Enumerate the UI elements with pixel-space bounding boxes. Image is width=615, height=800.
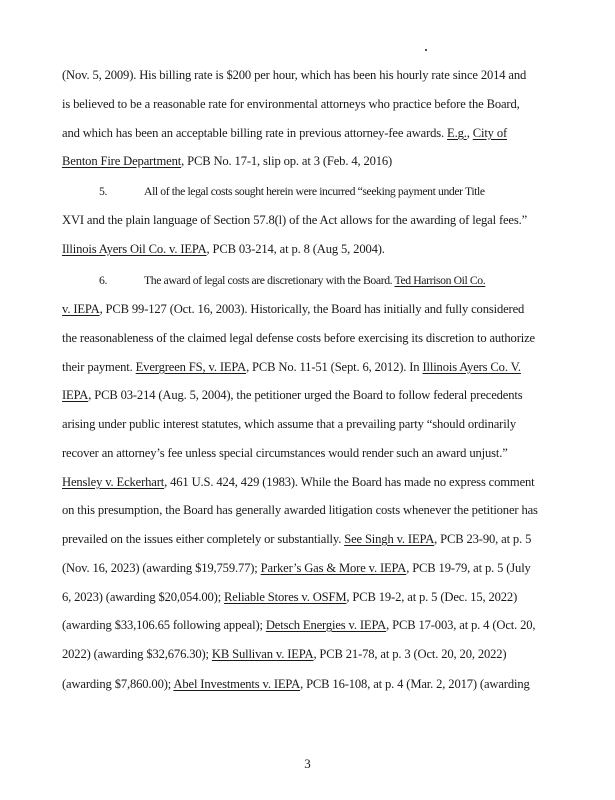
text-run: and which has been an acceptable billing rate in previous attorney-fee awards. (62, 126, 448, 140)
text-line (62, 330, 562, 346)
text-run: XVI and the plain language of Section 57.8(l) of the Act allows for the awarding of legal fees.” (62, 213, 528, 227)
text-line (62, 212, 562, 228)
text-line (62, 301, 562, 317)
case-citation: Reliable Stores v. OSFM (224, 590, 347, 604)
case-citation: Parker’s Gas & More v. IEPA (260, 561, 407, 575)
text-line (62, 153, 562, 169)
text-run: arising under public interest statutes, which assume that a prevailing party “should ordinarily (62, 417, 517, 431)
case-citation: Ted Harrison Oil Co. (394, 274, 486, 287)
text-run: (awarding $7,860.00); (62, 677, 174, 691)
case-citation: Hensley v. Eckerhart (62, 475, 165, 489)
case-citation: Abel Investments v. IEPA (173, 677, 301, 691)
case-citation: See Singh v. IEPA (344, 532, 435, 546)
case-citation: Illinois Ayers Oil Co. v. IEPA (62, 242, 207, 256)
text-line (62, 359, 562, 375)
case-citation: Illinois Ayers Co. V. (422, 360, 521, 374)
case-citation: City of (472, 126, 508, 140)
case-citation: KB Sullivan v. IEPA (211, 647, 314, 661)
text-line (62, 589, 562, 605)
text-line (62, 67, 562, 83)
text-run: , PCB 16-108, at p. 4 (Mar. 2, 2017) (awarding (300, 677, 530, 691)
text-run: All of the legal costs sought herein were incurred “seeking payment under Title (144, 185, 485, 198)
text-line (62, 387, 562, 403)
text-line (62, 531, 562, 547)
text-run: , PCB No. 17-1, slip op. at 3 (Feb. 4, 2016) (181, 154, 393, 168)
text-line (62, 646, 562, 662)
text-line (62, 445, 562, 461)
text-run: , PCB 19-79, at p. 5 (July (406, 561, 531, 575)
text-run: 5. (99, 185, 107, 198)
text-run: , PCB 03-214 (Aug. 5, 2004), the petitioner urged the Board to follow federal precedents (88, 388, 523, 402)
text-run: , 461 U.S. 424, 429 (1983). While the Board has made no express comment (164, 475, 535, 489)
text-run: (Nov. 5, 2009). His billing rate is $200 per hour, which has been his hourly rate since 2014 and (62, 68, 527, 82)
text-line (62, 502, 562, 518)
text-run: , PCB 19-2, at p. 5 (Dec. 15, 2022) (346, 590, 518, 604)
text-run: 2022) (awarding $32,676.30); (62, 647, 212, 661)
text-line (62, 474, 562, 490)
case-citation: Evergreen FS, v. IEPA (135, 360, 247, 374)
text-line (62, 96, 562, 112)
text-run: 6, 2023) (awarding $20,054.00); (62, 590, 225, 604)
text-run: , PCB 03-214, at p. 8 (Aug 5, 2004). (206, 242, 385, 256)
text-run: their payment. (62, 360, 136, 374)
case-citation: E.g. (447, 126, 467, 140)
text-run: is believed to be a reasonable rate for environmental attorneys who practice before the Board, (62, 97, 520, 111)
text-run: prevailed on the issues either completely or substantially. (62, 532, 345, 546)
text-line (62, 273, 599, 289)
text-line (62, 560, 562, 576)
text-run: , (466, 126, 473, 140)
case-citation: Benton Fire Department (62, 154, 182, 168)
case-citation: v. IEPA (62, 302, 100, 316)
text-run: (Nov. 16, 2023) (awarding $19,759.77); (62, 561, 261, 575)
text-line (62, 241, 562, 257)
text-line (62, 125, 562, 141)
text-line (62, 416, 562, 432)
text-run: the reasonableness of the claimed legal defense costs before exercising its discretion to authorize (62, 331, 535, 345)
text-run: , PCB 21-78, at p. 3 (Oct. 20, 20, 2022) (313, 647, 507, 661)
text-run: The award of legal costs are discretionary with the Board. (144, 274, 395, 287)
text-run: , PCB 99-127 (Oct. 16, 2003). Historically, the Board has initially and fully considered (99, 302, 525, 316)
text-run: , PCB 17-003, at p. 4 (Oct. 20, (386, 618, 536, 632)
text-run: (awarding $33,106.65 following appeal); (62, 618, 266, 632)
text-run: recover an attorney’s fee unless special circumstances would render such an award unjust.” (62, 446, 508, 460)
scan-speck (425, 49, 427, 51)
case-citation: Detsch Energies v. IEPA (265, 618, 387, 632)
text-run: , PCB 23-90, at p. 5 (434, 532, 532, 546)
text-line (62, 617, 562, 633)
text-run: 6. (99, 274, 107, 287)
text-run: on this presumption, the Board has generally awarded litigation costs whenever the petitioner has (62, 503, 538, 517)
case-citation: IEPA (62, 388, 89, 402)
text-line (62, 676, 562, 692)
text-run: , PCB No. 11-51 (Sept. 6, 2012). In (246, 360, 423, 374)
page-number: 3 (304, 756, 311, 771)
text-line (62, 184, 599, 200)
